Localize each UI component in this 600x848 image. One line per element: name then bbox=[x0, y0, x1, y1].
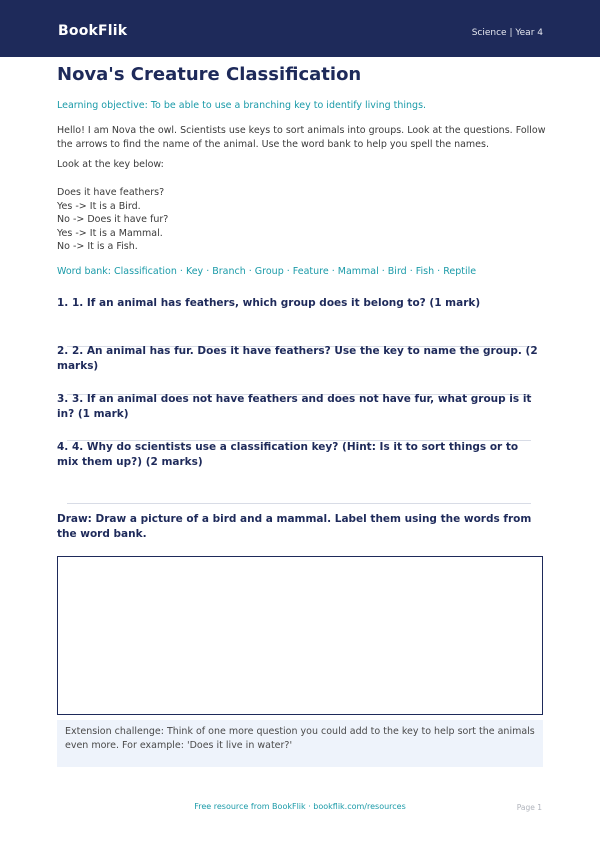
answer-line-4 bbox=[67, 503, 531, 504]
word-bank: Word bank: Classification · Key · Branch · Group · Feature · Mammal · Bird · Fish · Reptile bbox=[57, 266, 477, 277]
brand-logo: BookFlik bbox=[58, 23, 128, 39]
header-bar bbox=[0, 0, 600, 57]
page-title: Nova's Creature Classification bbox=[57, 64, 362, 85]
intro-paragraph: Hello! I am Nova the owl. Scientists use keys to sort animals into groups. Look at the questions. Follow the arrows to find the name of the animal. Use the word bank to help you spell the names. bbox=[57, 125, 546, 150]
learning-objective: Learning objective: To be able to use a branching key to identify living things. bbox=[57, 100, 427, 111]
draw-task: Draw: Draw a picture of a bird and a mammal. Label them using the words from the word bank. bbox=[57, 513, 532, 540]
question-3: 3. 3. If an animal does not have feathers and does not have fur, what group is it in? (1 mark) bbox=[57, 393, 532, 420]
key-line: Yes -> It is a Mammal. bbox=[57, 227, 163, 239]
branching-key bbox=[57, 186, 168, 254]
question-1: 1. 1. If an animal has feathers, which group does it belong to? (1 mark) bbox=[57, 297, 481, 309]
page-number: Page 1 bbox=[516, 803, 542, 812]
drawing-box[interactable] bbox=[57, 556, 543, 715]
extension-challenge: Extension challenge: Think of one more question you could add to the key to help sort the animals even more. For example: 'Does it live in water?' bbox=[57, 720, 543, 767]
key-prompt: Look at the key below: bbox=[57, 159, 164, 170]
subject-year-label: Science | Year 4 bbox=[471, 28, 543, 38]
key-line: Yes -> It is a Bird. bbox=[57, 200, 141, 212]
question-4: 4. 4. Why do scientists use a classification key? (Hint: Is it to sort things or to mix them up?) (2 marks) bbox=[57, 441, 519, 468]
question-2: 2. 2. An animal has fur. Does it have feathers? Use the key to name the group. (2 marks) bbox=[57, 345, 538, 372]
key-line: No -> It is a Fish. bbox=[57, 241, 138, 253]
key-line: Does it have feathers? bbox=[57, 187, 165, 198]
key-line: No -> Does it have fur? bbox=[57, 214, 169, 226]
footer-credit: Free resource from BookFlik · bookflik.com/resources bbox=[194, 802, 406, 811]
